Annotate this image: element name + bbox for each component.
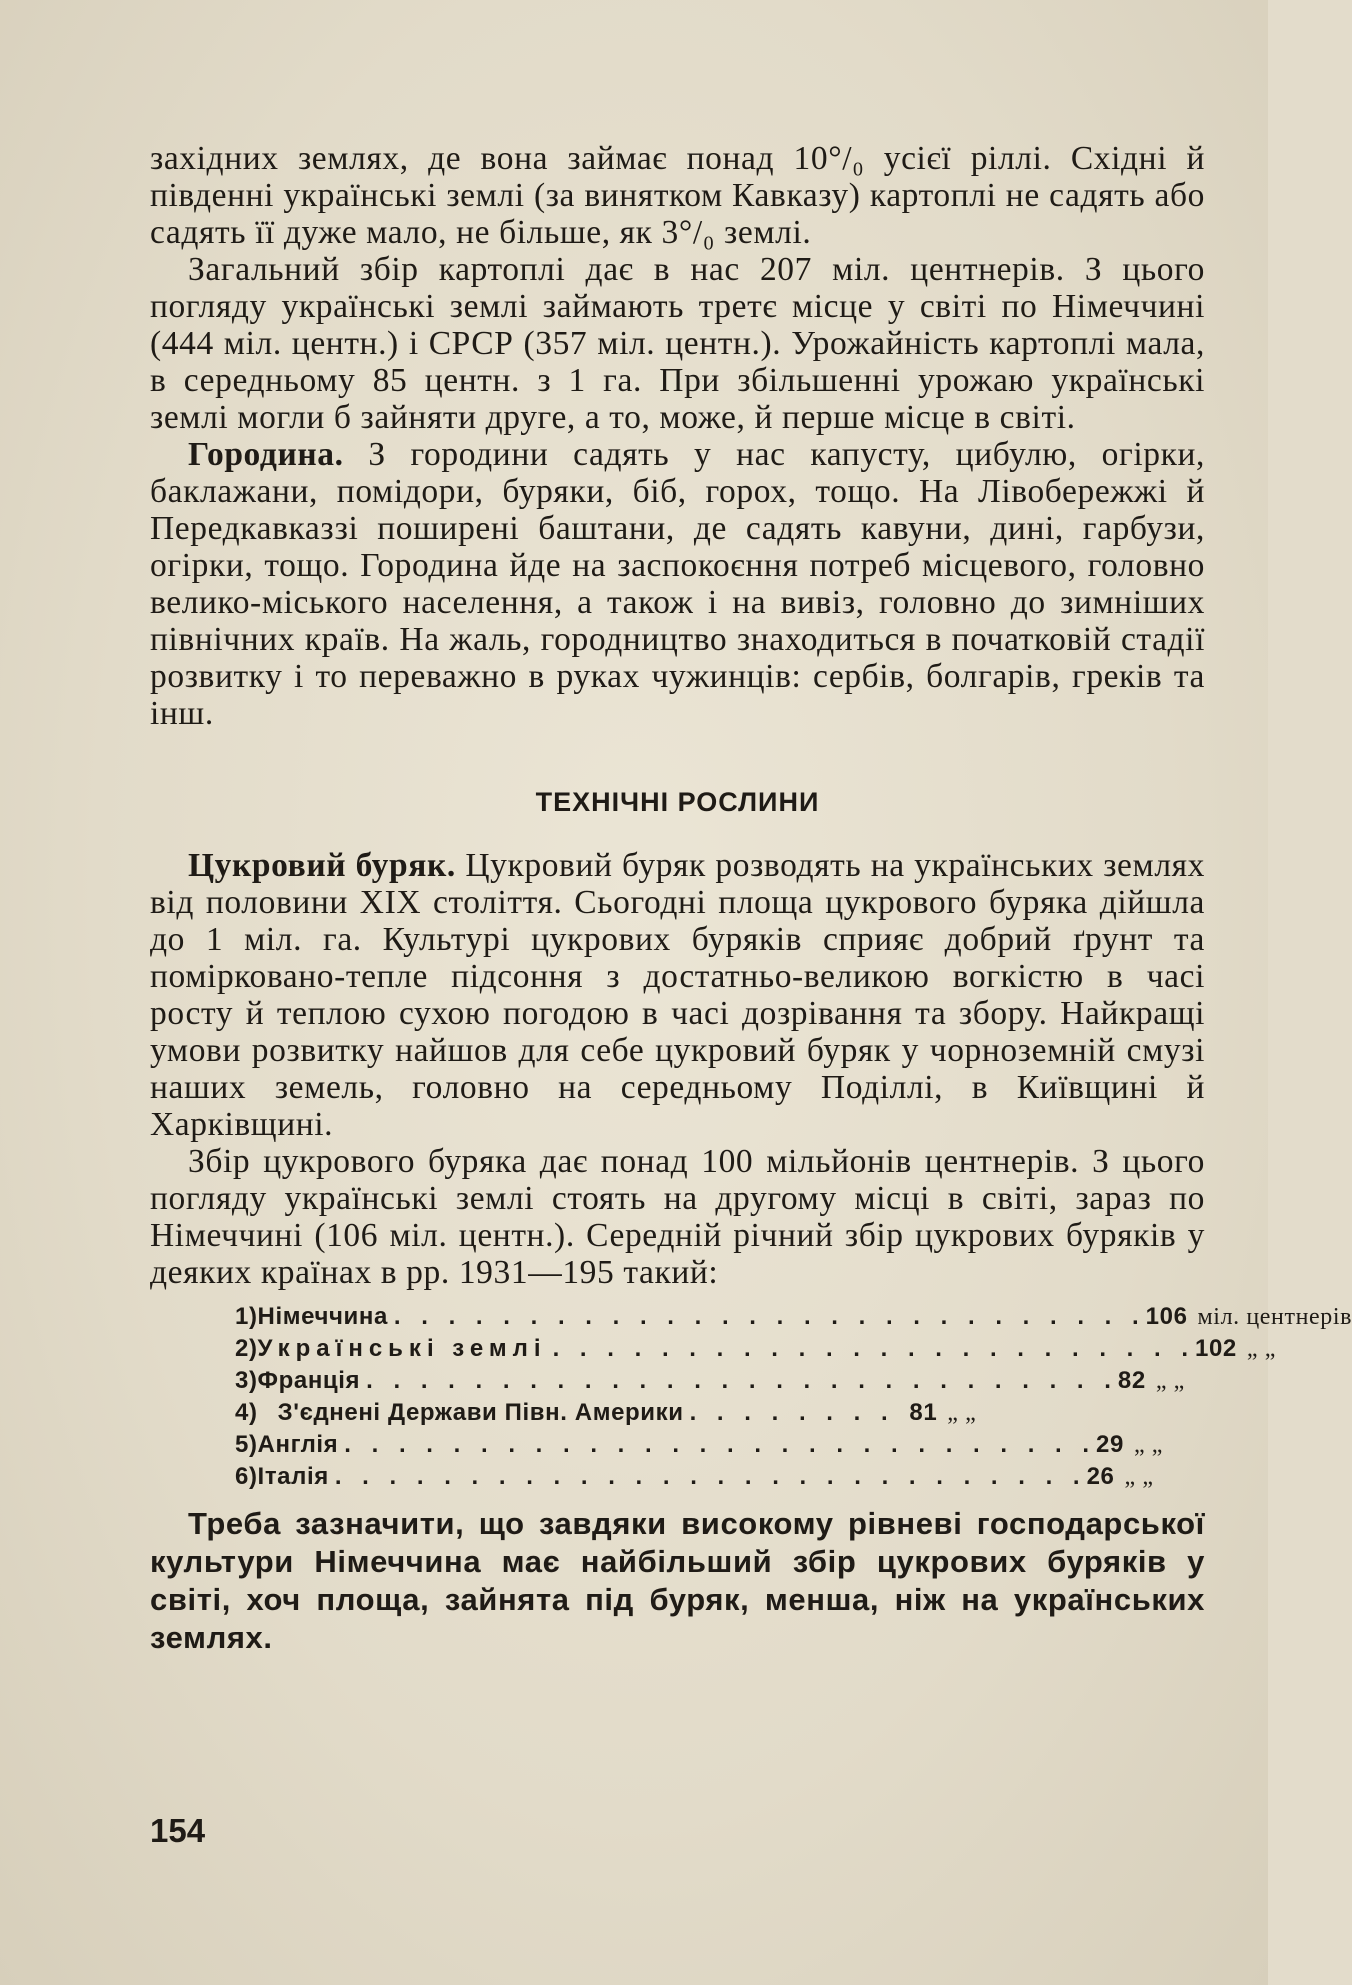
- leader-dots: . . . . . . . . . . . . . . . . . . . . . . . . . . . .: [393, 1303, 1146, 1330]
- section-sugar-beet: [150, 847, 1205, 1291]
- page-body: [150, 140, 1352, 1657]
- row-unit: міл. центнерів: [1197, 1304, 1352, 1330]
- row-country: З'єднені Держави Півн. Америки: [277, 1399, 684, 1426]
- table-row: [235, 1461, 1154, 1493]
- row-unit: „ „: [1124, 1464, 1154, 1490]
- table-row: [235, 1365, 1185, 1397]
- row-country: Англія: [257, 1431, 339, 1458]
- row-number: 1): [235, 1303, 258, 1330]
- row-value: 29: [1096, 1431, 1124, 1458]
- leader-dots: . . . . . . . .: [689, 1399, 895, 1426]
- row-country: Франція: [257, 1367, 361, 1394]
- section-heading: ТЕХНІЧНІ РОСЛИНИ: [535, 787, 820, 817]
- section-potato-vegetables: [150, 140, 1205, 732]
- page-number: 154: [150, 1812, 206, 1849]
- harvest-table: [235, 1301, 1352, 1493]
- row-value: 106: [1145, 1303, 1188, 1330]
- table-row: [235, 1397, 1135, 1429]
- table-row: [235, 1301, 1352, 1333]
- table-row: [235, 1333, 1276, 1365]
- leader-dots: . . . . . . . . . . . . . . . . . . . . . . . . . . . .: [344, 1431, 1097, 1458]
- row-country: Італія: [257, 1463, 329, 1490]
- row-value: 81: [909, 1399, 938, 1426]
- paragraph-text: Збір цукрового буряка дає понад 100 мільйонів центнерів. З цього погляду українські землі стоять на другому місці в світі, зараз по Німеччині (106 міл. центн.). Середній річний збір цукрових буряків у деяких країнах в рр. 1931—195 такий:: [150, 1143, 1205, 1291]
- table-row: [235, 1429, 1164, 1461]
- paragraph: Треба зазначити, що завдяки високому рівневі господарської культури Німеччина має найбільший збір цукрових буряків у світі, хоч площа, зайнята під буряк, менша, ніж на українських землях.: [150, 1506, 1205, 1655]
- row-country: Українські землі: [257, 1335, 547, 1362]
- paragraph: [150, 251, 1205, 436]
- paragraph-text: західних землях, де вона займає понад 10°/₀ усієї ріллі. Східні й південні українські землі (за винятком Кавказу) картоплі не садять або садять її дуже мало, не більше, як 3°/₀ землі.: [150, 140, 1205, 251]
- row-value: 26: [1086, 1463, 1115, 1490]
- row-unit: „ „: [947, 1400, 977, 1426]
- paragraph: [150, 436, 1205, 732]
- paragraph-text: З городини садять у нас капусту, цибулю, огірки, баклажани, помідори, буряки, біб, горох, тощо. На Лівобережжі й Передкавказзі поширені баштани, де садять кавуни, дині, гарбузи, огірки, тощо. Городина йде на заспокоєння потреб місцевого, головно велико-міського населення, а також і на вивіз, головно до зимніших північних країв. На жаль, городництво знаходиться в початковій стадії розвитку і то переважно в руках чужинців: сербів, болгарів, греків та інш.: [150, 436, 1205, 732]
- row-number: 4): [235, 1399, 258, 1426]
- paragraph: [150, 1143, 1205, 1291]
- row-number: 6): [235, 1463, 258, 1490]
- row-unit: „ „: [1133, 1432, 1164, 1458]
- leader-dots: . . . . . . . . . . . . . . . . . . . . . . . . . . . .: [366, 1367, 1118, 1394]
- paragraph-text: Загальний збір картоплі дає в нас 207 міл. центнерів. З цього погляду українські землі займають третє місце у світі по Німеччині (444 міл. центн.) і СРСР (357 міл. центн.). Урожайність картоплі мала, в середньому 85 центн. з 1 га. При збільшенні урожаю українські землі могли б зайняти друге, а то, може, й перше місце в світі.: [150, 251, 1205, 436]
- row-country: Німеччина: [257, 1303, 388, 1330]
- paragraph-lead: Цукровий буряк.: [188, 847, 456, 884]
- paragraph: [150, 140, 1205, 251]
- paragraph: [150, 847, 1205, 1143]
- row-value: 102: [1195, 1335, 1237, 1362]
- row-number: 5): [235, 1431, 258, 1458]
- row-number: 3): [235, 1367, 258, 1394]
- row-unit: „ „: [1246, 1336, 1276, 1362]
- paragraph-lead: Городина.: [188, 436, 344, 473]
- section-conclusion: [150, 1505, 1205, 1657]
- paragraph-text: Цукровий буряк розводять на українських землях від половини XIX століття. Сьогодні площа цукрового буряка дійшла до 1 міл. га. Культурі цукрових буряків сприяє добрий ґрунт та помірковано-тепле підсоння з достатньо-великою вогкістю в часі росту й теплою сухою погодою в часі дозрівання та збору. Найкращі умови розвитку найшов для себе цукровий буряк у чорноземній смузі наших земель, головно на середньому Поділлі, в Київщині й Харківщині.: [150, 847, 1205, 1143]
- leader-dots: . . . . . . . . . . . . . . . . . . . . . . . .: [552, 1335, 1195, 1362]
- row-number: 2): [235, 1335, 258, 1362]
- row-value: 82: [1117, 1367, 1146, 1394]
- row-unit: „ „: [1155, 1368, 1185, 1394]
- leader-dots: . . . . . . . . . . . . . . . . . . . . . . . . . . . .: [334, 1463, 1087, 1490]
